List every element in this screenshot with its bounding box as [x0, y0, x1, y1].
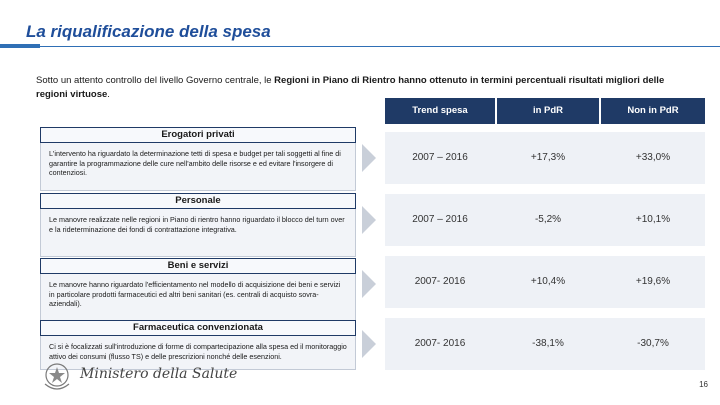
table-cell-pdr: -38,1% — [532, 338, 564, 349]
section-heading-personale: Personale — [40, 193, 356, 209]
title-divider — [0, 46, 720, 47]
table-cell-non-pdr: +10,1% — [635, 214, 671, 225]
arrow-right-icon — [362, 270, 376, 298]
table-header-non-pdr: Non in PdR — [601, 98, 705, 124]
table-cell-non-pdr: +19,6% — [635, 276, 671, 287]
page-title: La riqualificazione della spesa — [26, 22, 271, 41]
intro-bold: Regioni in Piano di Rientro hanno ottenuto in termini percentuali risultati migliori delle regioni virtuose — [36, 75, 665, 100]
table-cell-trend: 2007 – 2016 — [412, 152, 468, 163]
intro-end: . — [107, 89, 110, 100]
table-cell-pdr: +10,4% — [530, 276, 566, 287]
arrow-right-icon — [362, 144, 376, 172]
table-header-trend: Trend spesa — [385, 98, 495, 124]
table-cell-pdr: +17,3% — [530, 152, 566, 163]
table-cell-trend: 2007- 2016 — [414, 276, 466, 287]
page-number: 16 — [699, 380, 708, 389]
section-body-beni-servizi: Le manovre hanno riguardato l'efficientamento nel modello di acquisizione dei beni e servizi in particolare prodotti farmaceutici ed altri beni sanitari (es. centrali di acquisto sovra-aziendali). — [40, 274, 356, 322]
section-heading-farmaceutica: Farmaceutica convenzionata — [40, 320, 356, 336]
intro-normal: Sotto un attento controllo del livello Governo centrale, le — [36, 75, 275, 86]
table-cell-trend: 2007- 2016 — [414, 338, 466, 349]
table-cell-non-pdr: -30,7% — [637, 338, 669, 349]
arrow-right-icon — [362, 330, 376, 358]
section-body-farmaceutica: Ci si è focalizzati sull'introduzione di forme di compartecipazione alla spesa ed il monitoraggio attivo dei consumi (flusso TS) e delle prescrizioni nonché delle esenzioni. — [40, 336, 356, 370]
section-heading-erogatori: Erogatori privati — [40, 127, 356, 143]
emblem-logo-icon — [42, 358, 72, 392]
section-body-personale: Le manovre realizzate nelle regioni in Piano di rientro hanno riguardato il blocco del turn over e la rideterminazione dei fondi di contrattazione integrativa. — [40, 209, 356, 257]
arrow-right-icon — [362, 206, 376, 234]
table-header-pdr: in PdR — [497, 98, 599, 124]
ministry-name: Ministero della Salute — [80, 366, 238, 382]
section-body-erogatori: L'intervento ha riguardato la determinazione tetti di spesa e budget per tali soggetti al fine di garantire la programmazione delle cure nell'ambito delle risorse e ed evitare l'insorgere di contenziosi. — [40, 143, 356, 191]
table-cell-non-pdr: +33,0% — [635, 152, 671, 163]
table-cell-pdr: -5,2% — [534, 214, 562, 225]
section-heading-beni-servizi: Beni e servizi — [40, 258, 356, 274]
table-cell-trend: 2007 – 2016 — [412, 214, 468, 225]
